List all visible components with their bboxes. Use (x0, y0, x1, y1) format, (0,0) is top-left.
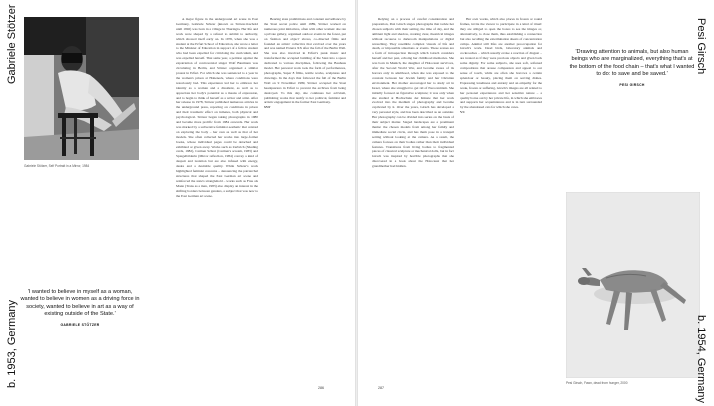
right-page (358, 0, 714, 406)
left-page (0, 0, 355, 406)
self-portrait-photo (24, 17, 139, 160)
quote-text: 'Drawing attention to animals, but also human beings who are marginalized, everything that's at the bottom of the food chain – that's what I wanted to do: to save and be saved.' (569, 49, 695, 78)
author-signoff: SVF (264, 105, 271, 110)
biography-column-1 (372, 17, 454, 375)
page-number: 287 (378, 386, 384, 390)
biography-text: Bearing state prohibitions and constant surveillance by the Stasi secret police until 1989, Stötzer worked on numerous joint initiatives, often with other women: she ran a private gallery, organised outdoor events in the forest, put on 'fashion and object' shows, co-directed films and founded an artists' collective that evolved over the years and was named Exterra XX after the fall of the Berlin Wall. She was also involved in Erfurt's punk music and transformed the occupied building of the Stasi into a space dedicated to various disciplines, following the Bauhaus model. Her personal work took the form of performances, photographs, Super 8 films, textile works, sculptures and drawings. In the days that followed the fall of the Berlin Wall on 9 November 1989, Stötzer occupied the Stasi headquarters in Erfurt to prevent the archives from being destroyed. To this day, she continues her activism, publishing works that testify to her political, feminist and artistic engagement in the former East Germany. (264, 17, 346, 105)
artist-name-vertical: Gabriele Stötzer (6, 4, 18, 84)
biography-text: Relying on a process of careful consideration and preparation, Pesi Girsch stages photographs that tackle her chosen subjects with their setting, the time of day, and the ambient light and shadow, creating clear, theatrical images without recourse to darkroom manipulations or digital retouching. They resemble complex visuals of life and death, or impossible situations or events. These scenes are a form of introspection through which Girsch considers herself and her past, echoing her childhood memories. She was born in Munich, the daughter of Holocaust survivors, after the Second World War, and became aware of its horrors only in adulthood, when she was exposed to the constant between her Jewish family and her Christian environment. Her mother encouraged her to study art in Israel, where she struggled to get rid of Eurocentrism. She initially focused on figurative sculpture; it was only when she studied at Hochschule der Künste that her work evolved into the medium of photography and became captivated by it. Over the years, Girsch has developed a very personal style, and has been described as an outsider. Her photography can be divided into series on the basis of their subject matter. Staged landscapes are a prominent theme: the chosen models from among her family and immediate social circle, and has them pose in a tranquil setting without looking at the camera. As a result, the camera focuses on their bodies rather than their individual features. Transitions from living bodies to fragmented pieces of classical sculpture or mechanical dolls, but in fact Girsch was inspired by horrible photographs that she discovered in a book about the Holocaust that her grandmother had hidden. (372, 17, 454, 169)
biography-text: Her own works, which also places in frozen or round frames, invite the viewer to participate in a kind of ritual: they are obliged to open the boxes to see the images or, alternatively, to close them, thus establishing a connection but also recalling the extermination sheets of concentration camps. Animal still lifes are another preoccupation for Girsch's work. Dead birds, laboratory animals and cockroaches – which usually evoke a reaction of disgust – are treated as if they were precious objects and given back some dignity. For some subjects, she uses soft, softened compositions that arouse compassion and appeal to our sense of touch, while are often she borrows a certain splendour or beauty, placing them on serving dishes. Expressing loneliness and anxiety and an empathy for the weak, frozen or suffering, Girsch's images are all related to her personal experiences and her sensitive nature – a quality borne out by her private life, in which she embraces and supports her acquaintances and is in turn surrounded by the abandoned cats for which she cares. (460, 17, 542, 110)
photo-caption: Gabriele Stötzer, Self Portrait in a Mirror, 1984 (24, 164, 90, 168)
birth-info-vertical: b. 1953, Germany (6, 299, 18, 388)
biography-column-1 (176, 17, 258, 375)
biography-column-2 (460, 17, 542, 375)
quote-text: 'I wanted to believe in myself as a woman, wanted to believe in women as a driving force in society, wanted to believe in art as a way of existing outside of the State.' (20, 289, 140, 318)
page-number: 286 (318, 386, 324, 390)
artist-quote (18, 289, 142, 329)
quote-author: GABRIELE STÖTZER (60, 322, 100, 327)
biography-text: A major figure in the underground art scene in East Germany, Gabriele Stötzer (known as Stötzer-Kachold until 1992) was born in a village in Thuringia. Her life and work were shaped by a refusal to submit to authority, which showed itself early on. In 1976, when she was a student at the Erfurt School of Education, she wrote a letter to the Minister of Education in support of a fellow student who had been expelled for criticising the curriculum, and was expelled herself. That same year, a petition against the expatriation of controversial singer Wolf Biermann was circulating in Berlin, and Stötzer organised a similar protest in Erfurt. For which she was sentenced to a year in the women's prison at Hoheneck, where conditions were notoriously bad. This experience led her to embrace her identity as a woman and a dissident, as well as to appreciate her body's potential as a means of expression, and to begin to think of herself as a writer and artist. After her release in 1978, Stötzer published numerous articles in the underground press, reporting on conditions in prison and their traumatic effect on inmates, both physical and psychological. Stötzer began taking photographs in 1980 and became more prolific from 1984 onwards. Her work was marked by a subversive feminist aesthetic that centred on exploring the body – her own as well as that of her models. She often collected her works into large-format books, whose individual pages could be detached and exhibited or given away. Works such as Zerbrich (Shading cards, 1982), Carmen Schrei (Carmen's scream, 1983) and Spiegelbilderin (Mirror reflection, 1984) convey a kind of despair and isolation but are also infused with energy, desire and a desirable quality. While Stötzer's work highlighted feminist concerns – denouncing the patriarchal structures that shaped the East German art scene and reinforced the state's stranglehold – works such as Frau als Mann (Trans as a man, 1983) also display an interest in the shifting borders between genders, a subject that was new to the East German art scene. (176, 17, 258, 198)
biography-column-2 (264, 17, 346, 375)
photo-caption: Pesi Girsch, Fawn, dead from hunger, 2000 (566, 381, 628, 385)
author-signoff: VC (460, 110, 465, 115)
fawn-photo (566, 192, 700, 378)
quote-author: PESI GIRSCH (619, 82, 645, 87)
birth-info-vertical: b. 1954, Germany (695, 315, 707, 404)
artist-quote (568, 49, 696, 89)
artist-name-vertical: Pesi Girsch (695, 18, 707, 75)
